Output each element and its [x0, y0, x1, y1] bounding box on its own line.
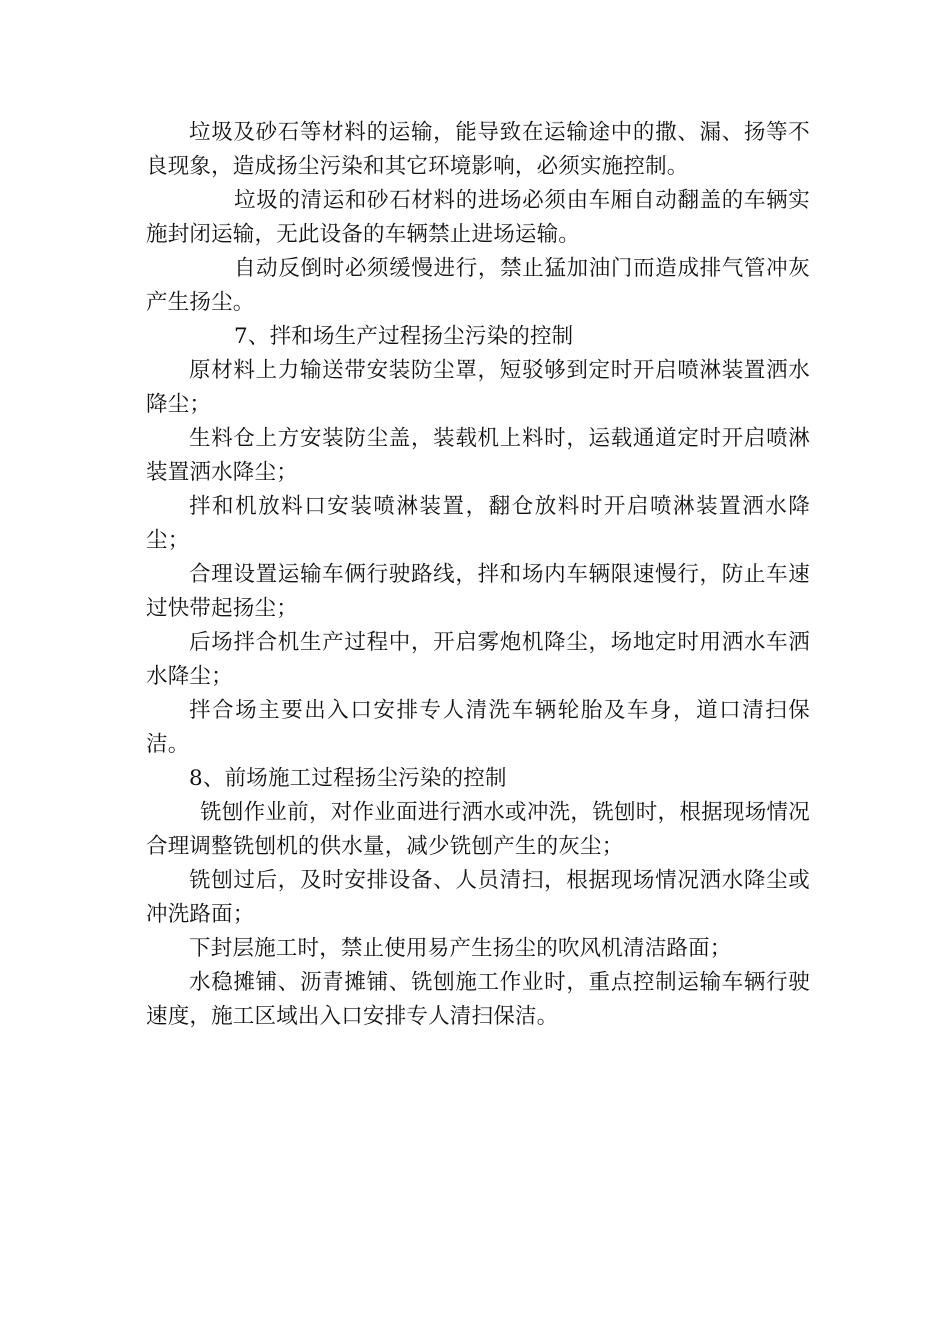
section-heading-mixing-plant: 7、拌和场生产过程扬尘污染的控制 [234, 324, 574, 349]
paragraph-tire-washing: 拌合场主要出入口安排专人清洗车辆轮胎及车身，道口清扫保洁。 [146, 698, 810, 757]
paragraph-vehicle-route: 合理设置运输车俩行驶路线，拌和场内车辆限速慢行，防止车速过快带起扬尘； [146, 562, 810, 621]
paragraph-slow-dumping: 自动反倒时必须缓慢进行，禁止猛加油门而造成排气管冲灰产生扬尘。 [146, 256, 810, 315]
paragraph-milling-prewater: 铣刨作业前，对作业面进行洒水或冲洗，铣刨时，根据现场情况合理调整铣刨机的供水量，减少铣刨产生的灰尘； [146, 800, 810, 859]
paragraph-seal-layer: 下封层施工时，禁止使用易产生扬尘的吹风机清洁路面； [189, 936, 732, 961]
paragraph-conveyor-cover: 原材料上力输送带安装防尘罩，短驳够到定时开启喷淋装置洒水降尘； [146, 358, 810, 417]
paragraph-raw-bin-cover: 生料仓上方安装防尘盖，装载机上料时，运载通道定时开启喷淋装置洒水降尘； [146, 426, 810, 485]
paragraph-fog-cannon: 后场拌合机生产过程中，开启雾炮机降尘，场地定时用洒水车洒水降尘； [146, 630, 810, 689]
document-body [146, 116, 810, 1034]
paragraph-mixer-spray: 拌和机放料口安装喷淋装置，翻仓放料时开启喷淋装置洒水降尘； [146, 494, 810, 553]
paragraph-transport-control: 垃圾及砂石等材料的运输，能导致在运输途中的撒、漏、扬等不良现象，造成扬尘污染和其它环境影响，必须实施控制。 [146, 120, 810, 179]
paragraph-post-milling-clean: 铣刨过后，及时安排设备、人员清扫，根据现场情况洒水降尘或冲洗路面； [146, 868, 810, 927]
paragraph-paving-speed: 水稳摊铺、沥青摊铺、铣刨施工作业时，重点控制运输车辆行驶速度，施工区域出入口安排专人清扫保洁。 [146, 970, 810, 1029]
paragraph-sealed-transport: 垃圾的清运和砂石材料的进场必须由车厢自动翻盖的车辆实施封闭运输，无此设备的车辆禁止进场运输。 [146, 188, 810, 247]
section-heading-front-site: 8、前场施工过程扬尘污染的控制 [189, 766, 507, 791]
